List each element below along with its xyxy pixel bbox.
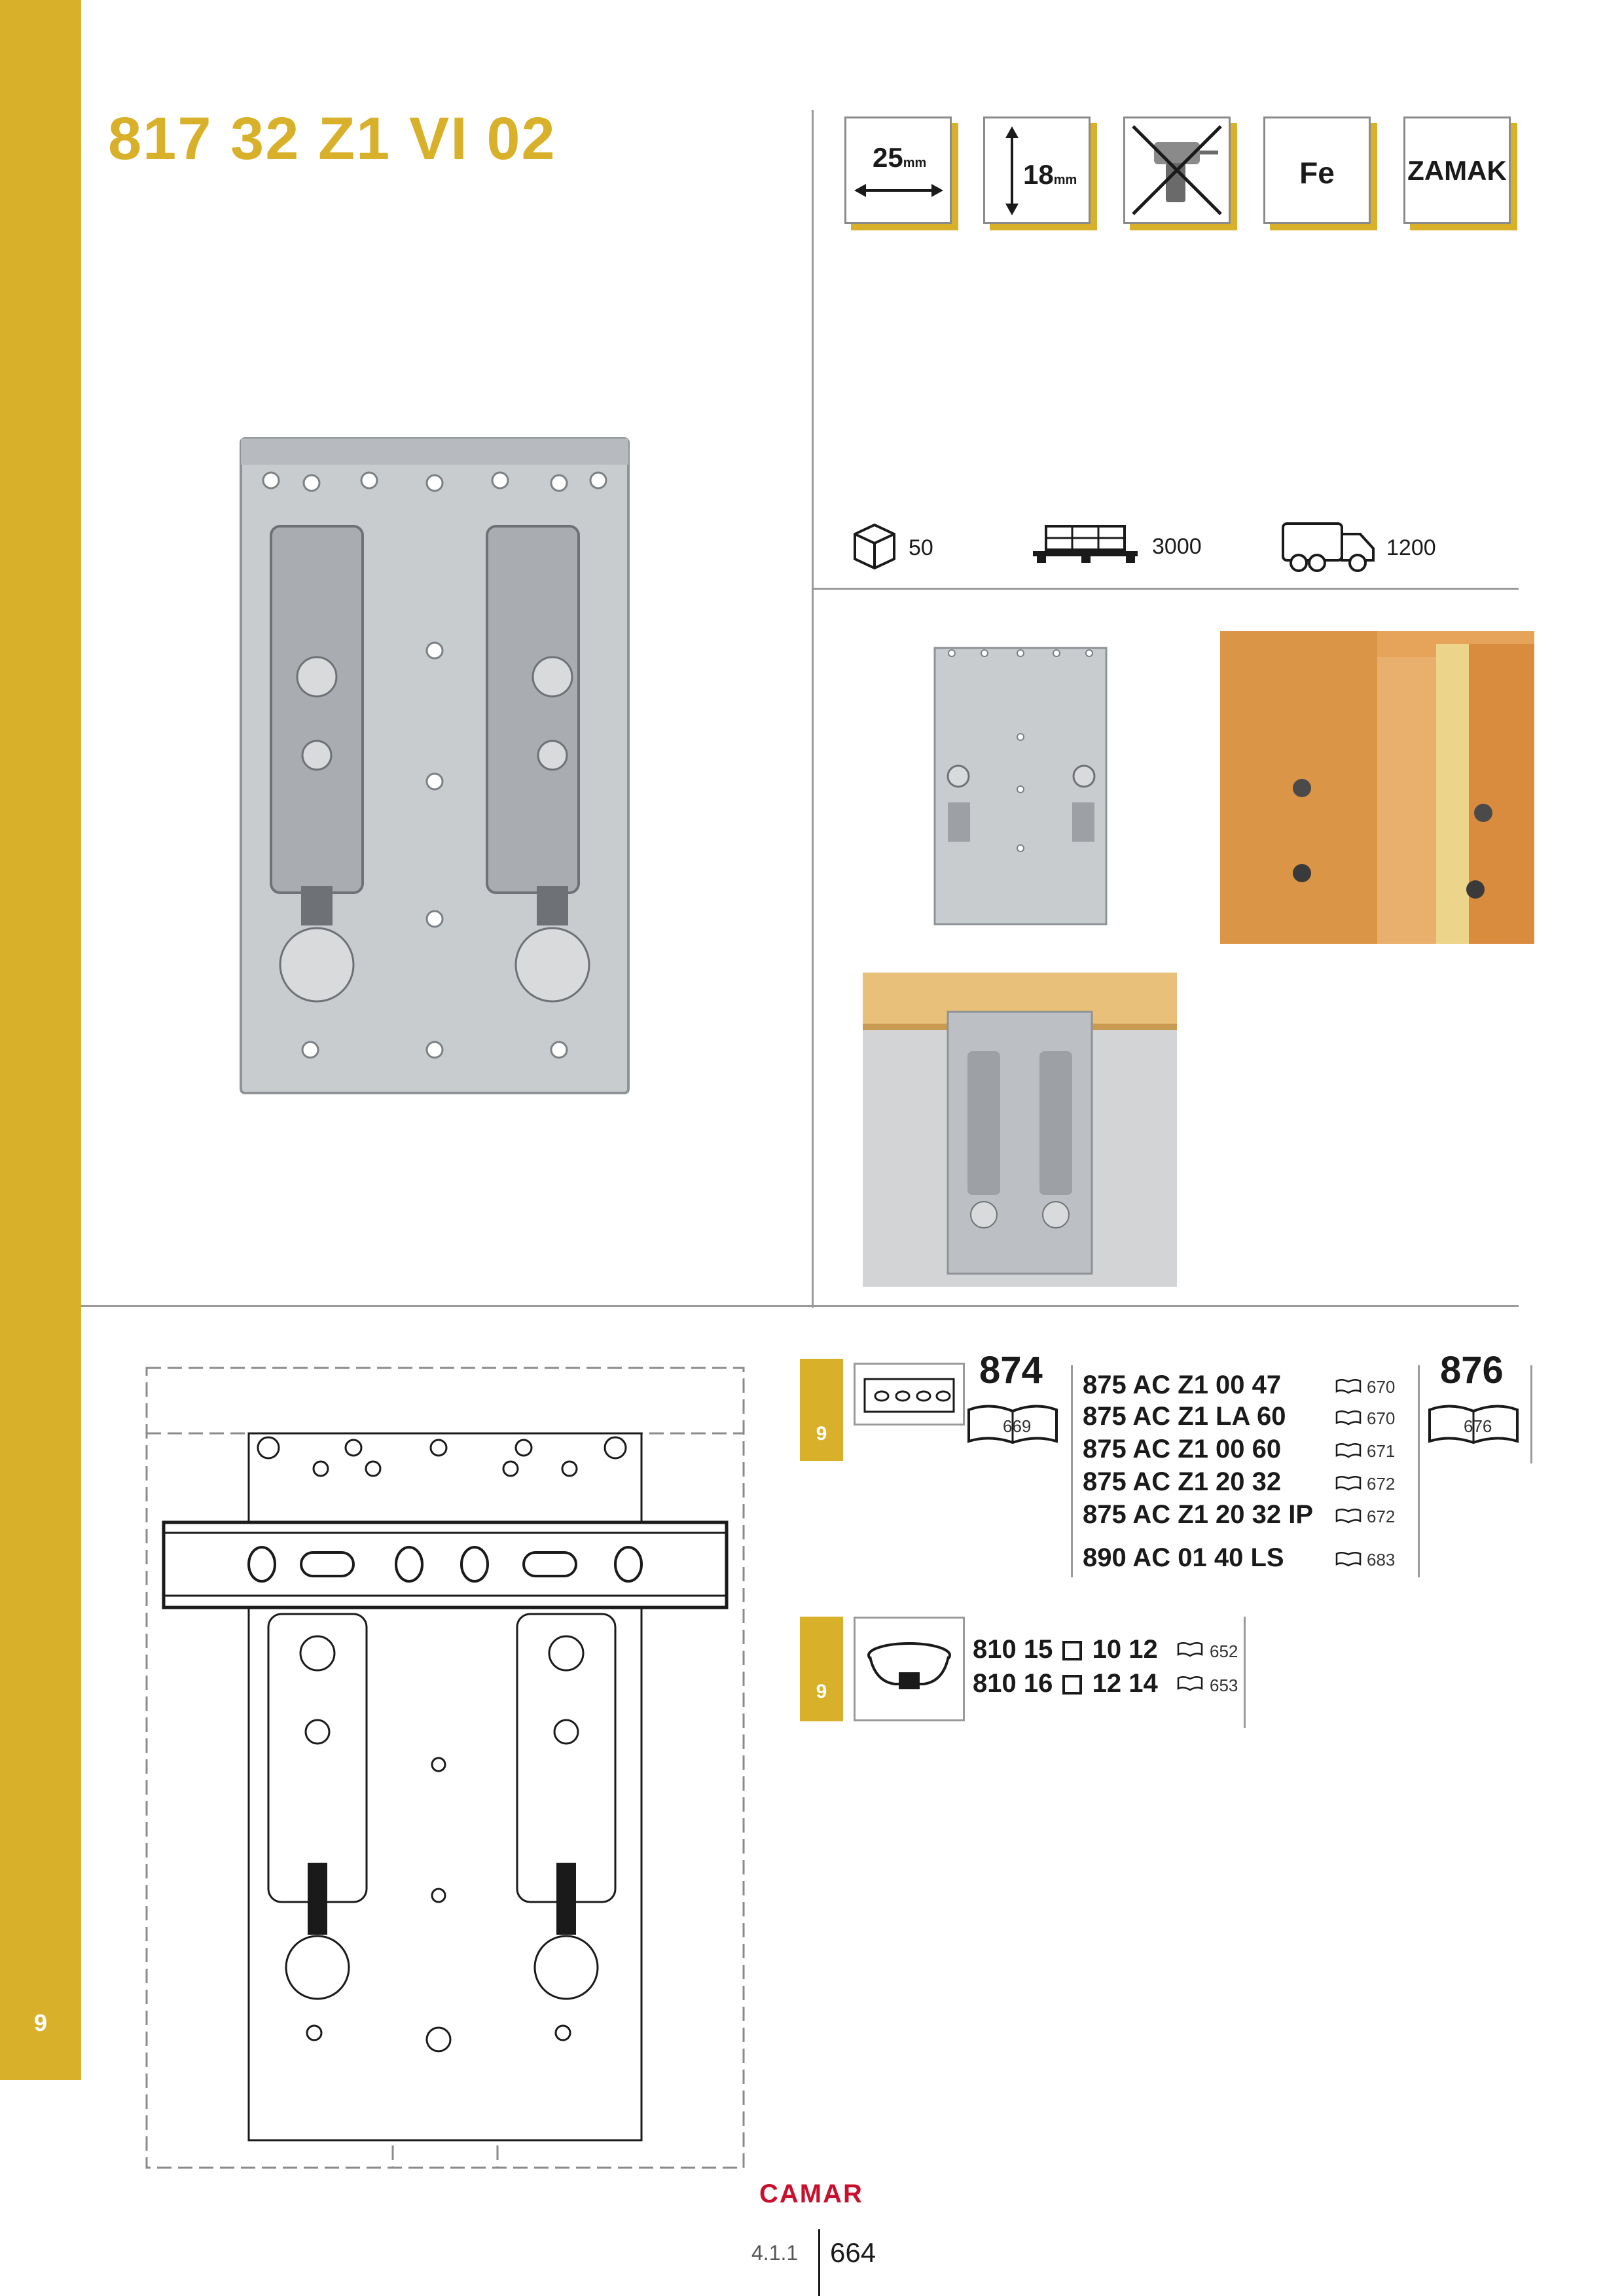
related-tab-2: [800, 1617, 843, 1721]
material-fe-label: Fe: [1299, 156, 1335, 190]
book-icon: [1335, 1475, 1362, 1491]
diameter-icon: [1062, 1641, 1082, 1660]
pallet-icon: [1030, 524, 1142, 564]
related-tab-1-number: 9: [816, 1423, 827, 1444]
width-value: 25: [873, 142, 903, 173]
rail-icon: [856, 1365, 963, 1424]
mounted-hanger-photo: [863, 973, 1177, 1287]
footer-page-number: 664: [830, 2237, 876, 2268]
thickness-value: 18: [1023, 159, 1054, 190]
book-icon: [1177, 1641, 1203, 1657]
page-ref: 653: [1210, 1676, 1238, 1695]
code-item[interactable]: 875 AC Z1 00 47: [1083, 1371, 1282, 1399]
page-ref: 671: [1367, 1441, 1396, 1461]
pallet-quantity: 3000: [1152, 534, 1202, 559]
box-quantity: 50: [909, 535, 933, 560]
vertical-divider: [812, 110, 814, 1308]
material-fe-box: [1263, 117, 1371, 224]
section-sidebar: [0, 0, 81, 2080]
code-list-divider-right: [1418, 1365, 1420, 1577]
cap-code-part-a[interactable]: 810 15: [973, 1635, 1053, 1664]
page-ref-876[interactable]: 876: [1440, 1349, 1504, 1391]
related-tab-2-number: 9: [816, 1681, 827, 1702]
diameter-icon: [1062, 1675, 1082, 1695]
code-item[interactable]: 875 AC Z1 LA 60: [1083, 1402, 1286, 1431]
no-drill-icon: [1129, 122, 1225, 218]
material-zamak-label: ZAMAK: [1407, 155, 1507, 186]
page-ref-874[interactable]: 874: [979, 1349, 1043, 1391]
plate-photo: [932, 645, 1109, 927]
truck-icon: [1280, 520, 1377, 573]
code-item[interactable]: 875 AC Z1 20 32 IP: [1083, 1500, 1314, 1529]
book-icon: [1335, 1551, 1362, 1567]
thickness-spec-box: [983, 117, 1091, 224]
code-list-divider: [1071, 1365, 1073, 1577]
width-unit: mm: [903, 156, 927, 170]
sidebar-section-number: 9: [33, 2009, 48, 2036]
thickness-unit: mm: [1053, 173, 1077, 187]
book-icon: [1335, 1410, 1362, 1426]
code-item[interactable]: 890 AC 01 40 LS: [1083, 1543, 1284, 1572]
horizontal-divider-main: [81, 1305, 1519, 1307]
cap-list-divider: [1244, 1617, 1246, 1728]
cap-code-part-b[interactable]: 12 14: [1092, 1669, 1158, 1698]
page-ref: 652: [1210, 1641, 1238, 1661]
width-spec-box: [844, 117, 952, 224]
footer-divider: [818, 2229, 820, 2296]
book-icon: [1335, 1443, 1362, 1458]
width-arrow-icon: [853, 177, 945, 204]
footer-section: 4.1.1: [751, 2241, 799, 2265]
page-ref: 683: [1367, 1550, 1396, 1570]
cap-code-part-a[interactable]: 810 16: [973, 1669, 1053, 1698]
related-tab-1: [800, 1359, 843, 1461]
technical-drawing: [144, 1365, 746, 2170]
cabinet-installation-photo: [1220, 631, 1534, 944]
page-ref: 670: [1367, 1377, 1396, 1397]
right-edge-divider: [1530, 1365, 1532, 1463]
code-item[interactable]: 875 AC Z1 20 32: [1083, 1467, 1282, 1496]
product-photo: [238, 435, 631, 1096]
page-ref: 672: [1367, 1507, 1396, 1526]
book-page-676: 676: [1464, 1416, 1492, 1436]
truck-quantity: 1200: [1386, 535, 1436, 560]
thickness-arrow-icon: [1002, 125, 1022, 217]
horizontal-divider-top: [812, 588, 1519, 590]
book-icon: [1335, 1508, 1362, 1524]
material-zamak-box: [1403, 117, 1511, 224]
code-item[interactable]: 875 AC Z1 00 60: [1083, 1435, 1282, 1463]
product-code-title: 817 32 Z1 VI 02: [108, 105, 556, 172]
rail-thumbnail: [854, 1363, 965, 1426]
book-page-669: 669: [1003, 1416, 1032, 1436]
page-ref: 670: [1367, 1408, 1396, 1428]
box-icon: [851, 517, 898, 569]
cover-cap-thumbnail: [854, 1617, 965, 1721]
cap-code-part-b[interactable]: 10 12: [1092, 1635, 1158, 1664]
book-icon: [1335, 1378, 1362, 1394]
no-drill-spec-box: [1123, 117, 1231, 224]
camar-logo: CAMAR: [759, 2179, 863, 2208]
book-icon: [1177, 1676, 1203, 1691]
page-ref: 672: [1367, 1474, 1396, 1494]
cover-cap-icon: [856, 1619, 963, 1719]
